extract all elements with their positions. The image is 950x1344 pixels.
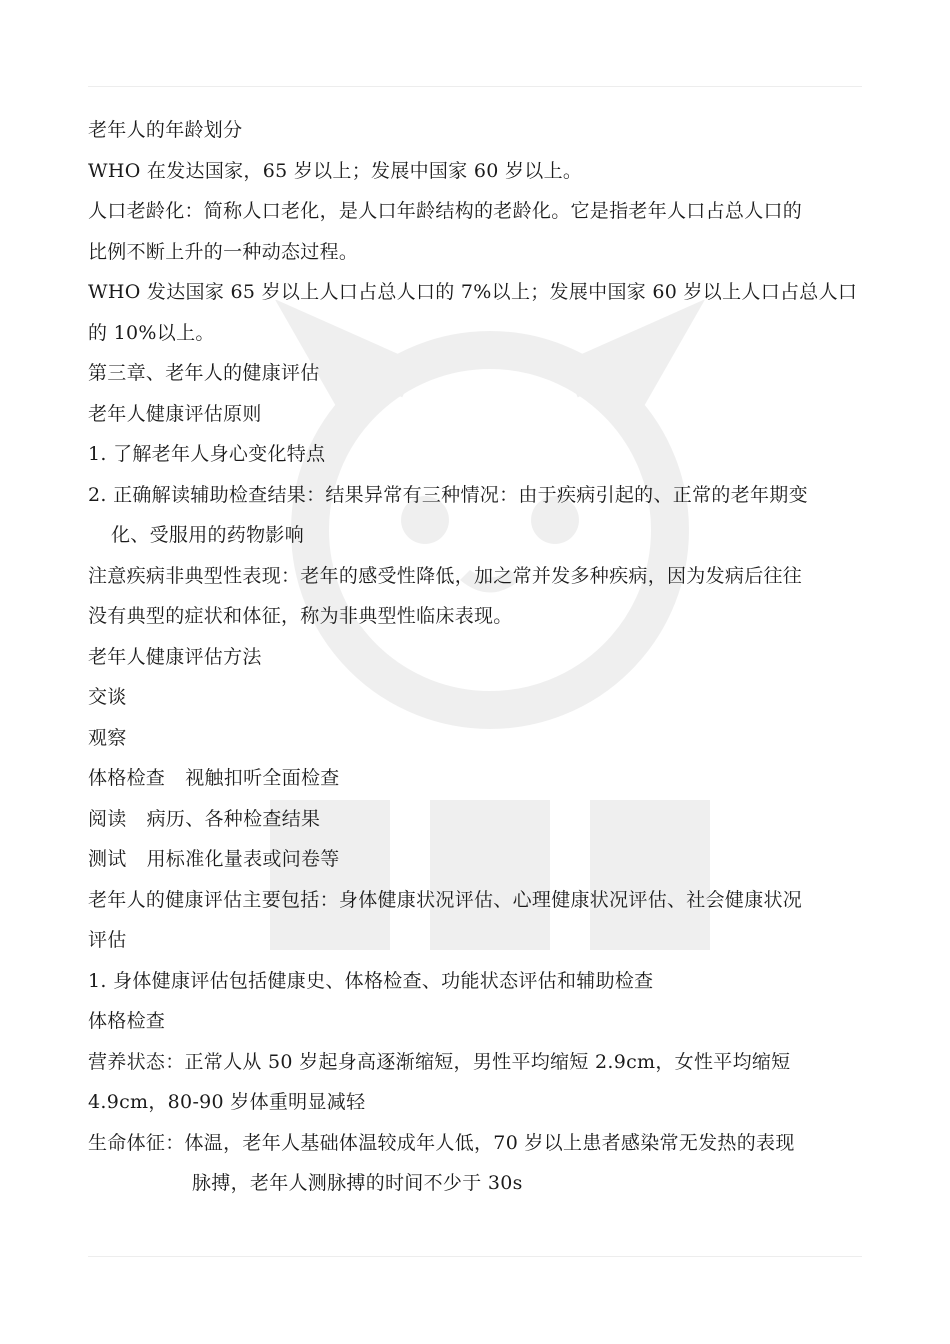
paragraph-vital-signs-1: 生命体征：体温，老年人基础体温较成年人低，70 岁以上患者感染常无发热的表现 <box>88 1131 795 1154</box>
method-test <box>88 839 868 880</box>
paragraph-aging-definition-2: 比例不断上升的一种动态过程。 <box>88 240 359 263</box>
paragraph-nutrition-2: 4.9cm，80-90 岁体重明显减轻 <box>88 1091 366 1113</box>
paragraph-atypical-2: 没有典型的症状和体征，称为非典型性临床表现。 <box>88 605 513 627</box>
list-item-physical-health: 1. 身体健康评估包括健康史、体格检查、功能状态评估和辅助检查 <box>88 969 654 992</box>
method-detail: 视触扣听全面检查 <box>185 767 340 789</box>
heading-assessment-methods: 老年人健康评估方法 <box>88 645 262 668</box>
method-observe: 观察 <box>88 726 127 749</box>
method-label: 阅读 <box>88 807 127 830</box>
list-item-2-continued: 化、受服用的药物影响 <box>111 524 305 546</box>
paragraph-nutrition-1: 营养状态：正常人从 50 岁起身高逐渐缩短，男性平均缩短 2.9cm，女性平均缩短 <box>88 1050 791 1073</box>
paragraph-vital-signs-2: 脉搏，老年人测脉搏的时间不少于 30s <box>192 1172 523 1194</box>
paragraph-aging-definition-1: 人口老龄化：简称人口老化，是人口年龄结构的老龄化。它是指老年人口占总人口的 <box>88 200 803 222</box>
method-detail: 用标准化量表或问卷等 <box>146 848 340 870</box>
document-body <box>88 110 868 1204</box>
paragraph-who-ratio-2: 的 10%以上。 <box>88 321 215 344</box>
paragraph-who-ratio-1: WHO 发达国家 65 岁以上人口占总人口的 7%以上；发展中国家 60 岁以上人口占总人口 <box>88 281 858 303</box>
method-physical-exam <box>88 758 868 799</box>
heading-assessment-principles: 老年人健康评估原则 <box>88 402 262 425</box>
paragraph-assessment-content-1: 老年人的健康评估主要包括：身体健康状况评估、心理健康状况评估、社会健康状况 <box>88 888 803 911</box>
heading-physical-exam: 体格检查 <box>88 1010 166 1032</box>
list-item-1: 1. 了解老年人身心变化特点 <box>88 443 326 465</box>
method-label: 测试 <box>88 848 127 870</box>
paragraph-atypical-1: 注意疾病非典型性表现：老年的感受性降低，加之常并发多种疾病，因为发病后往往 <box>88 564 803 587</box>
paragraph-who-age: WHO 在发达国家，65 岁以上；发展中国家 60 岁以上。 <box>88 159 583 182</box>
heading-age-division: 老年人的年龄划分 <box>88 119 243 141</box>
list-item-2: 2. 正确解读辅助检查结果：结果异常有三种情况：由于疾病引起的、正常的老年期变 <box>88 483 808 506</box>
header-rule <box>88 86 862 87</box>
method-talk: 交谈 <box>88 686 127 708</box>
method-detail: 病历、各种检查结果 <box>146 807 321 830</box>
method-label: 体格检查 <box>88 767 166 789</box>
paragraph-assessment-content-2: 评估 <box>88 929 127 951</box>
method-read <box>88 799 868 840</box>
footer-rule <box>88 1256 862 1257</box>
chapter-title: 第三章、老年人的健康评估 <box>88 362 320 384</box>
